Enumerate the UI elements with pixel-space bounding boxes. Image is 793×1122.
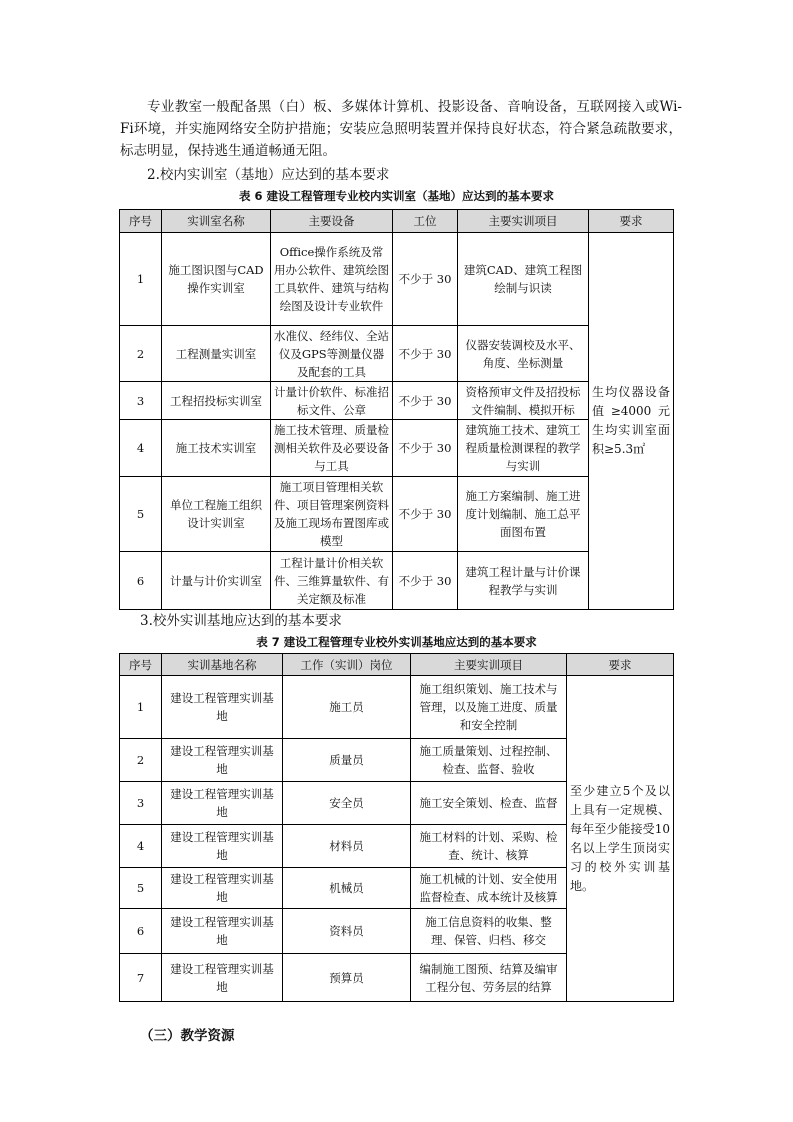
row-number: 4 [120, 420, 162, 477]
table7-header-row [120, 654, 674, 676]
seat-count: 不少于 30 [393, 552, 458, 610]
lab-name: 单位工程施工组织设计实训室 [162, 477, 271, 552]
lab-name: 施工技术实训室 [162, 420, 271, 477]
table7-caption: 表 7 建设工程管理专业校外实训基地应达到的基本要求 [256, 635, 537, 649]
training-projects: 编制施工图预、结算及编审工程分包、劳务层的结算 [411, 954, 567, 1002]
intro-paragraph: 专业教室一般配备黑（白）板、多媒体计算机、投影设备、音响设备，互联网接入或Wi-Fi环境，并实施网络安全防护措施；安装应急照明装置并保持良好状态，符合紧急疏散要求，标志明显，保持逃生通道畅通无阻。 [120, 99, 682, 159]
row-number: 2 [120, 326, 162, 382]
table6-requirement: 生均仪器设备值≥4000元 生均实训室面积≥5.3㎡ [589, 233, 674, 610]
training-projects: 仪器安装调校及水平、角度、坐标测量 [458, 326, 589, 382]
table7-header-projects: 主要实训项目 [411, 654, 567, 676]
lab-name: 计量与计价实训室 [162, 552, 271, 610]
teaching-resources-heading: （三）教学资源 [140, 1028, 235, 1044]
seat-count: 不少于 30 [393, 477, 458, 552]
training-projects: 施工信息资料的收集、整理、保管、归档、移交 [411, 909, 567, 954]
training-projects: 资格预审文件及招投标文件编制、模拟开标 [458, 382, 589, 420]
base-name: 建设工程管理实训基地 [162, 909, 283, 954]
table6-header-seats: 工位 [393, 210, 458, 233]
row-number: 6 [120, 909, 162, 954]
table7-header-name: 实训基地名称 [162, 654, 283, 676]
base-name: 建设工程管理实训基地 [162, 954, 283, 1002]
table7-header-requirement: 要求 [567, 654, 674, 676]
seat-count: 不少于 30 [393, 420, 458, 477]
main-equipment: 计量计价软件、标准招标文件、公章 [271, 382, 393, 420]
base-name: 建设工程管理实训基地 [162, 676, 283, 739]
row-number: 1 [120, 676, 162, 739]
training-projects: 施工材料的计划、采购、检查、统计、核算 [411, 825, 567, 868]
work-post: 材料员 [283, 825, 411, 868]
work-post: 安全员 [283, 782, 411, 825]
base-name: 建设工程管理实训基地 [162, 782, 283, 825]
main-equipment: 施工项目管理相关软件、项目管理案例资料及施工现场布置图库或模型 [271, 477, 393, 552]
table6-header-projects: 主要实训项目 [458, 210, 589, 233]
main-equipment: 水准仪、经纬仪、全站仪及GPS等测量仪器及配套的工具 [271, 326, 393, 382]
table7-requirement: 至少建立5个及以上具有一定规模、每年至少能接受10名以上学生顶岗实习的校外实训基地。 [567, 676, 674, 1002]
row-number: 5 [120, 477, 162, 552]
base-name: 建设工程管理实训基地 [162, 739, 283, 782]
training-projects: 建筑CAD、建筑工程图绘制与识读 [458, 233, 589, 326]
table6-header-no: 序号 [120, 210, 162, 233]
row-number: 6 [120, 552, 162, 610]
seat-count: 不少于 30 [393, 233, 458, 326]
work-post: 资料员 [283, 909, 411, 954]
table6-header-row [120, 210, 674, 233]
training-projects: 施工安全策划、检查、监督 [411, 782, 567, 825]
lab-name: 工程测量实训室 [162, 326, 271, 382]
table-row [120, 233, 674, 326]
training-projects: 建筑施工技术、建筑工程质量检测课程的教学与实训 [458, 420, 589, 477]
table7 [119, 653, 674, 1002]
table6-header-requirement: 要求 [589, 210, 674, 233]
lab-name: 施工图识图与CAD操作实训室 [162, 233, 271, 326]
main-equipment: 工程计量计价相关软件、三维算量软件、有关定额及标准 [271, 552, 393, 610]
training-projects: 施工方案编制、施工进度计划编制、施工总平面图布置 [458, 477, 589, 552]
work-post: 质量员 [283, 739, 411, 782]
row-number: 5 [120, 868, 162, 909]
base-name: 建设工程管理实训基地 [162, 825, 283, 868]
training-projects: 施工组织策划、施工技术与管理，以及施工进度、质量和安全控制 [411, 676, 567, 739]
section2-heading: 2.校内实训室（基地）应达到的基本要求 [147, 167, 390, 183]
table-row [120, 676, 674, 739]
training-projects: 建筑工程计量与计价课程教学与实训 [458, 552, 589, 610]
row-number: 3 [120, 382, 162, 420]
work-post: 施工员 [283, 676, 411, 739]
table6-header-equipment: 主要设备 [271, 210, 393, 233]
row-number: 3 [120, 782, 162, 825]
table7-header-no: 序号 [120, 654, 162, 676]
table6-caption: 表 6 建设工程管理专业校内实训室（基地）应达到的基本要求 [238, 189, 554, 203]
row-number: 2 [120, 739, 162, 782]
section3-heading: 3.校外实训基地应达到的基本要求 [140, 613, 342, 629]
main-equipment: Office操作系统及常用办公软件、建筑绘图工具软件、建筑与结构绘图及设计专业软件 [271, 233, 393, 326]
row-number: 4 [120, 825, 162, 868]
training-projects: 施工机械的计划、安全使用监督检查、成本统计及核算 [411, 868, 567, 909]
base-name: 建设工程管理实训基地 [162, 868, 283, 909]
table7-header-post: 工作（实训）岗位 [283, 654, 411, 676]
table6-header-name: 实训室名称 [162, 210, 271, 233]
work-post: 机械员 [283, 868, 411, 909]
training-projects: 施工质量策划、过程控制、检查、监督、验收 [411, 739, 567, 782]
lab-name: 工程招投标实训室 [162, 382, 271, 420]
seat-count: 不少于 30 [393, 326, 458, 382]
table6 [119, 209, 674, 610]
seat-count: 不少于 30 [393, 382, 458, 420]
row-number: 7 [120, 954, 162, 1002]
main-equipment: 施工技术管理、质量检测相关软件及必要设备与工具 [271, 420, 393, 477]
work-post: 预算员 [283, 954, 411, 1002]
row-number: 1 [120, 233, 162, 326]
